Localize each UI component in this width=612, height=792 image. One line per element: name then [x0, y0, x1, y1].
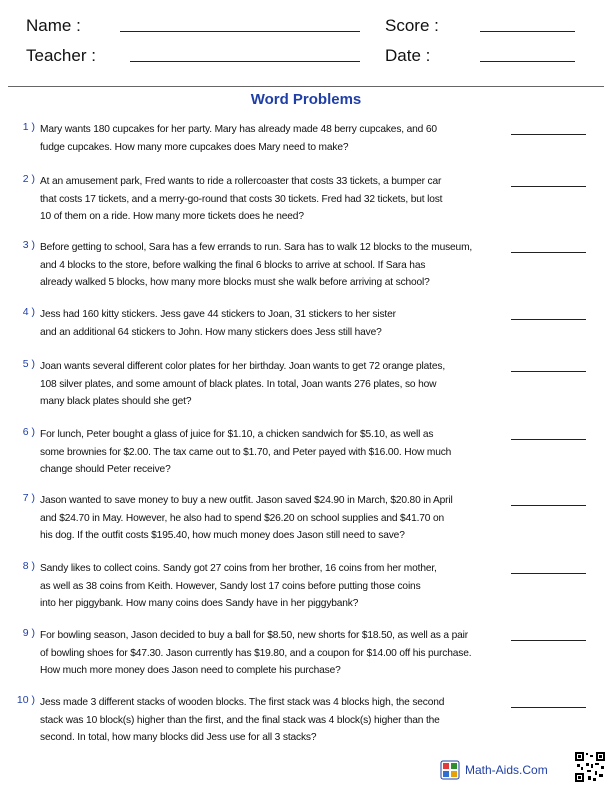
problem-text — [40, 358, 505, 411]
problem-number: 10 ) — [16, 694, 35, 706]
problem-number: 9 ) — [22, 627, 35, 639]
answer-blank[interactable] — [511, 573, 586, 574]
header-divider — [8, 86, 604, 87]
problem-text-line: already walked 5 blocks, how many more blocks must she walk before arriving at school? — [40, 277, 430, 288]
problem-number: 2 ) — [22, 173, 35, 185]
answer-blank[interactable] — [511, 134, 586, 135]
problem-text-line: as well as 38 coins from Keith. However, Sandy lost 17 coins before putting those coins — [40, 580, 421, 592]
problem-text — [40, 306, 505, 341]
score-label: Score : — [385, 16, 439, 35]
problem-text-line: and $24.70 in May. However, he also had to spend $26.20 on school supplies and $41.70 on — [40, 512, 445, 524]
problem-text-line: that costs 17 tickets, and a merry-go-round that costs 30 tickets. Fred had 32 tickets, but lost — [40, 193, 443, 205]
teacher-label: Teacher : — [26, 46, 96, 65]
problem-number: 8 ) — [22, 560, 35, 572]
problem-text-line: Jason wanted to save money to buy a new outfit. Jason saved $24.90 in March, $20.80 in April — [40, 495, 453, 506]
problem-text-line: Sandy likes to collect coins. Sandy got 27 coins from her brother, 16 coins from her mother, — [40, 563, 437, 574]
problem-text-line: some brownies for $2.00. The tax came out to $1.70, and Peter payed with $16.00. How much — [40, 446, 452, 458]
problem-text-line: second. In total, how many blocks did Jess use for all 3 stacks? — [40, 732, 317, 743]
name-label: Name : — [26, 16, 81, 35]
problem-text-line: How much more money does Jason need to complete his purchase? — [40, 665, 341, 676]
qr-code-icon — [575, 752, 605, 787]
problem-text-line: and 4 blocks to the store, before walking the final 6 blocks to arrive at school. If Sara has — [40, 259, 426, 271]
answer-blank[interactable] — [511, 439, 586, 440]
problem-text-line: Joan wants several different color plates for her birthday. Joan wants to get 72 orange plates, — [40, 361, 446, 372]
problem-text-line: For bowling season, Jason decided to buy a ball for $8.50, new shorts for $18.50, as well as a pair — [40, 630, 468, 641]
problem-text — [40, 426, 505, 479]
problem-text — [40, 173, 505, 226]
answer-blank[interactable] — [511, 371, 586, 372]
answer-blank[interactable] — [511, 707, 586, 708]
problem-text — [40, 627, 505, 680]
problem-text — [40, 492, 505, 545]
problem-text-line: Before getting to school, Sara has a few errands to run. Sara has to walk 12 blocks to the museum, — [40, 242, 473, 253]
problem-text-line: Jess had 160 kitty stickers. Jess gave 44 stickers to Joan, 31 stickers to her sister — [40, 309, 396, 320]
problem-text-line: and an additional 64 stickers to John. How many stickers does Jess still have? — [40, 326, 382, 338]
problem-text-line: For lunch, Peter bought a glass of juice for $1.10, a chicken sandwich for $5.10, as well as — [40, 429, 434, 440]
calculator-icon — [440, 760, 460, 783]
problem-text — [40, 121, 505, 156]
problem-number: 5 ) — [22, 358, 35, 370]
problem-text-line: Mary wants 180 cupcakes for her party. Mary has already made 48 berry cupcakes, and 60 — [40, 124, 437, 135]
problem-text-line: fudge cupcakes. How many more cupcakes does Mary need to make? — [40, 141, 349, 153]
answer-blank[interactable] — [511, 640, 586, 641]
problem-text-line: into her piggybank. How many coins does Sandy have in her piggybank? — [40, 598, 359, 609]
brand-text[interactable]: Math-Aids.Com — [465, 763, 548, 777]
problem-text-line: Jess made 3 different stacks of wooden blocks. The first stack was 4 blocks high, the second — [40, 697, 445, 708]
problem-text-line: At an amusement park, Fred wants to ride a rollercoaster that costs 33 tickets, a bumper car — [40, 176, 442, 187]
name-field[interactable] — [120, 31, 360, 32]
worksheet-title: Word Problems — [250, 91, 362, 108]
date-label: Date : — [385, 46, 431, 65]
answer-blank[interactable] — [511, 252, 586, 253]
problem-text-line: 108 silver plates, and some amount of black plates. In total, Joan wants 276 plates, so how — [40, 378, 437, 390]
problem-number: 6 ) — [22, 426, 35, 438]
answer-blank[interactable] — [511, 319, 586, 320]
problem-number: 3 ) — [22, 239, 35, 251]
problem-text-line: change should Peter receive? — [40, 464, 171, 475]
answer-blank[interactable] — [511, 186, 586, 187]
problem-number: 1 ) — [22, 121, 35, 133]
problem-text — [40, 560, 505, 613]
teacher-field[interactable] — [130, 61, 360, 62]
answer-blank[interactable] — [511, 505, 586, 506]
problem-text-line: his dog. If the outfit costs $195.40, how much money does Jason still need to save? — [40, 530, 405, 541]
problem-text-line: 10 of them on a ride. How many more tickets does he need? — [40, 211, 304, 222]
problem-text-line: stack was 10 block(s) higher than the first, and the final stack was 4 block(s) higher than the — [40, 714, 440, 726]
problem-text — [40, 239, 505, 292]
date-field[interactable] — [480, 61, 575, 62]
problem-text — [40, 694, 505, 747]
problem-text-line: many black plates should she get? — [40, 396, 192, 407]
problem-text-line: of bowling shoes for $47.30. Jason currently has $19.80, and a coupon for $14.00 off his purchase. — [40, 647, 472, 659]
problem-number: 4 ) — [22, 306, 35, 318]
problem-number: 7 ) — [22, 492, 35, 504]
score-field[interactable] — [480, 31, 575, 32]
